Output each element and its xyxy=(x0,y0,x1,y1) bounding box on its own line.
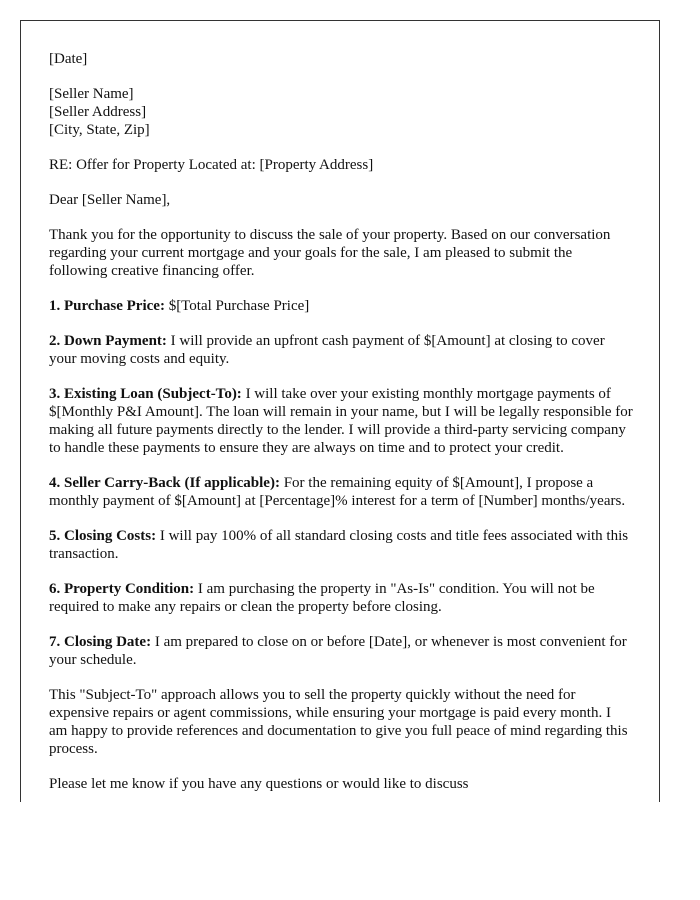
seller-address: [Seller Address] xyxy=(49,104,147,120)
term-label: 7. Closing Date: xyxy=(49,634,152,650)
term-text: $[Total Purchase Price] xyxy=(164,298,310,314)
term-purchase-price xyxy=(49,297,633,315)
term-seller-carry-back xyxy=(49,474,633,510)
term-text: I am prepared to close on or before [Date], or whenever is most convenient for your schedule. xyxy=(49,634,627,668)
term-label: 5. Closing Costs: xyxy=(49,528,157,544)
term-text: I will pay 100% of all standard closing costs and title fees associated with this transaction. xyxy=(49,528,629,562)
term-closing-date xyxy=(49,633,633,669)
term-label: 2. Down Payment: xyxy=(49,333,167,349)
closing-paragraph: This "Subject-To" approach allows you to sell the property quickly without the need for expensive repairs or agent commissions, while ensuring your mortgage is paid every month. I am happy to provide references and documentation to give you full peace of mind regarding this process. xyxy=(49,687,628,757)
term-down-payment xyxy=(49,332,633,368)
letter-body xyxy=(21,21,659,793)
salutation: Dear [Seller Name], xyxy=(49,192,171,208)
letter-date: [Date] xyxy=(49,51,88,67)
intro-paragraph: Thank you for the opportunity to discuss the sale of your property. Based on our conversation regarding your current mortgage and your goals for the sale, I am pleased to submit the following creative financing offer. xyxy=(49,227,611,279)
seller-city-state-zip: [City, State, Zip] xyxy=(49,122,150,138)
term-property-condition xyxy=(49,580,633,616)
term-closing-costs xyxy=(49,527,633,563)
term-label: 1. Purchase Price: xyxy=(49,298,165,314)
term-label: 6. Property Condition: xyxy=(49,581,195,597)
cutoff-paragraph: Please let me know if you have any questions or would like to discuss xyxy=(49,776,469,792)
term-label: 4. Seller Carry-Back (If applicable): xyxy=(49,475,280,491)
term-text: For the remaining equity of $[Amount], I propose a monthly payment of $[Amount] at [Percentage]% interest for a term of [Number] months/years. xyxy=(49,475,626,509)
term-label: 3. Existing Loan (Subject-To): xyxy=(49,386,242,402)
term-text: I will provide an upfront cash payment of $[Amount] at closing to cover your moving costs and equity. xyxy=(49,333,605,367)
subject-line: RE: Offer for Property Located at: [Property Address] xyxy=(49,157,374,173)
seller-address-block xyxy=(49,85,633,139)
letter-page xyxy=(20,20,660,802)
term-text: I will take over your existing monthly mortgage payments of $[Monthly P&I Amount]. The loan will remain in your name, but I will be legally responsible for making all future payments directly to the lender. I will provide a third-party servicing company to handle these payments to ensure they are always on time and to protect your credit. xyxy=(49,386,633,456)
term-existing-loan xyxy=(49,385,633,457)
seller-name: [Seller Name] xyxy=(49,86,134,102)
term-text: I am purchasing the property in "As-Is" condition. You will not be required to make any repairs or clean the property before closing. xyxy=(49,581,595,615)
